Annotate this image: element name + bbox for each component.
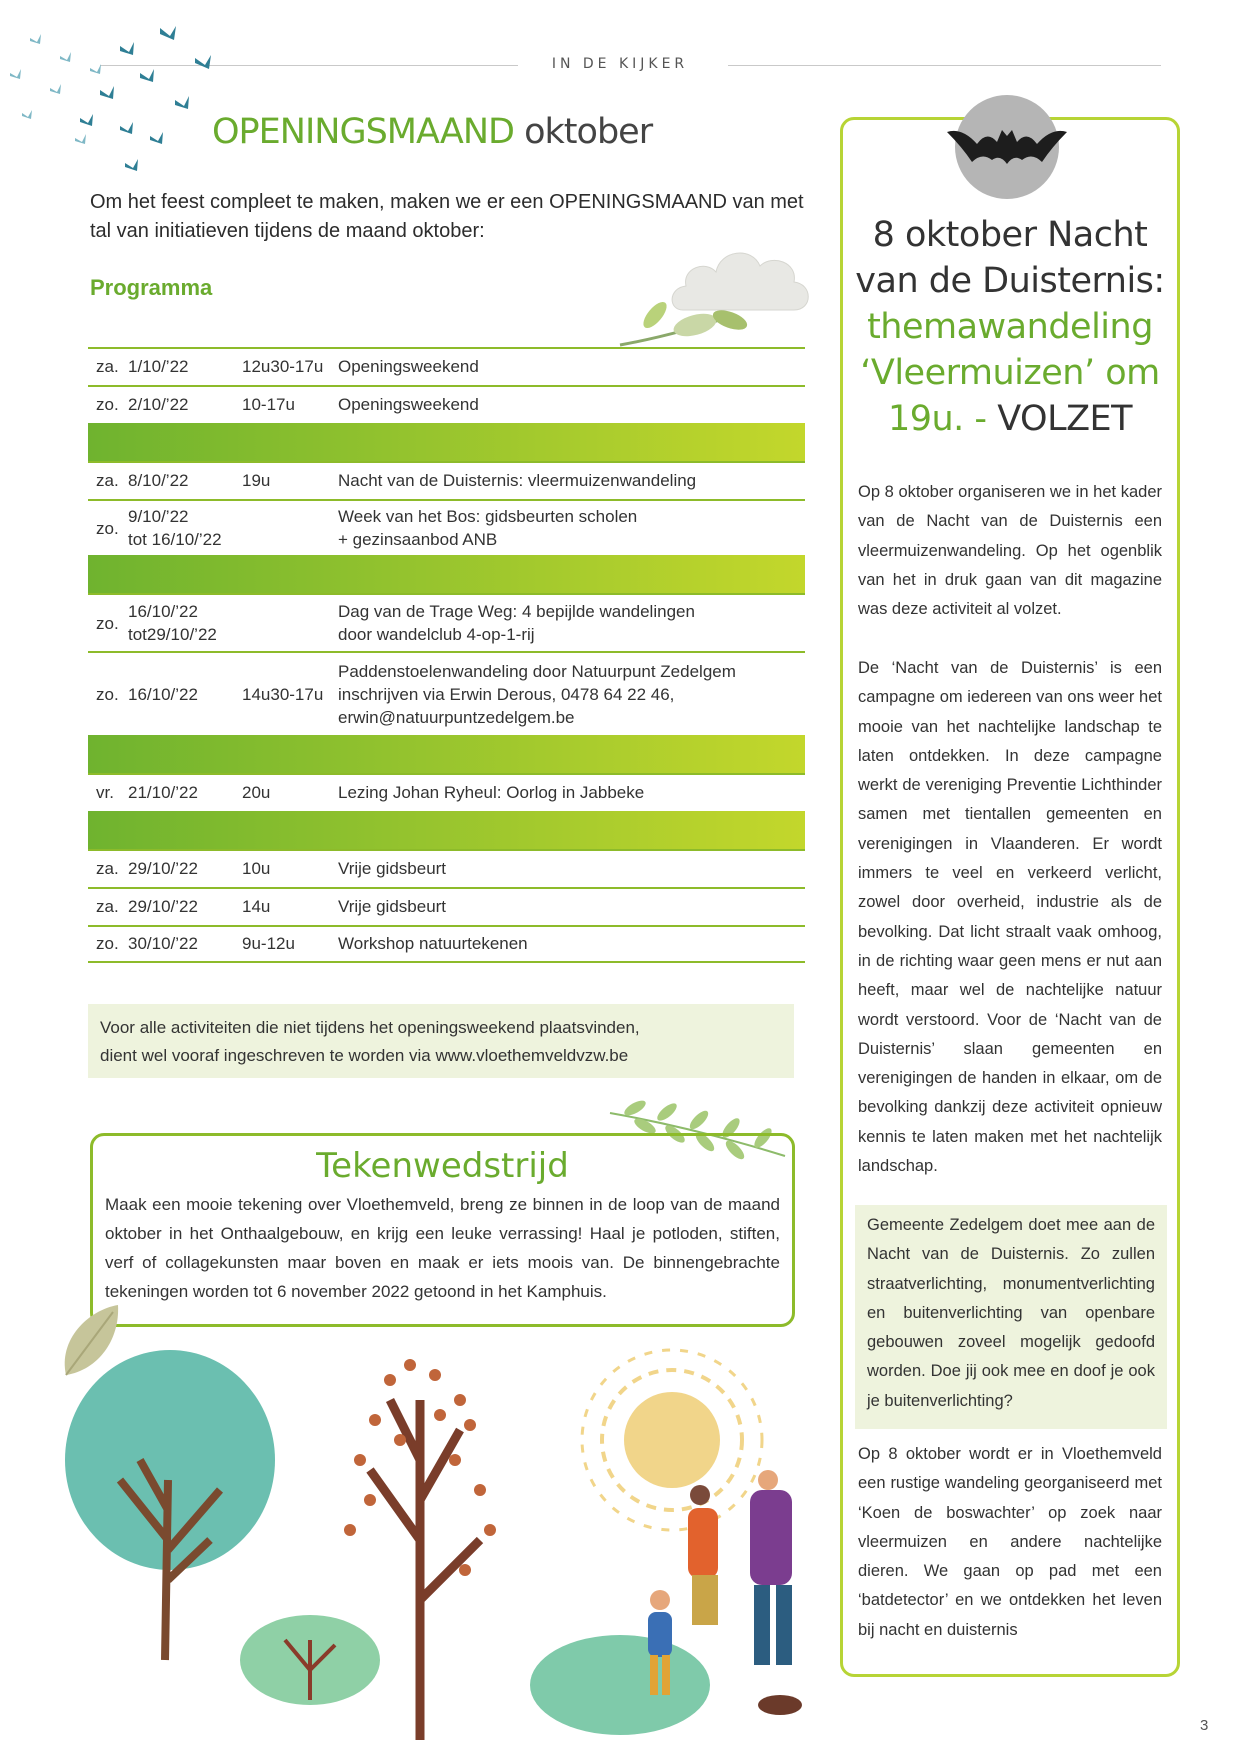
sidebar-title-line: themawandeling [867,307,1153,347]
branch-icon [615,295,750,355]
section-label: IN DE KIJKER [551,56,689,72]
row-time: 14u30-17u [242,684,324,704]
row-date-line: 16/10/’22 [128,602,198,621]
row-day: za. [96,859,119,878]
row-date: 30/10/’22 [128,934,198,953]
table-row [88,849,805,887]
separator-bar [88,555,805,593]
table-row [88,887,805,925]
row-time: 9u-12u [242,934,295,953]
row-activity: Vrije gidsbeurt [338,897,447,916]
sidebar-title-line: 8 oktober Nacht [872,215,1148,255]
row-date: 21/10/’22 [128,783,198,802]
row-date [128,600,242,646]
sidebar-title-line: ‘Vleermuizen’ om [860,353,1160,393]
title-dark: oktober [524,112,653,152]
row-date-line: tot 16/10/’22 [128,530,222,549]
page-number: 3 [1200,1717,1209,1734]
table-row [88,651,805,735]
page-title [212,112,652,152]
separator-bar [88,811,805,849]
row-activity: Lezing Johan Ryheul: Oorlog in Jabbeke [338,783,645,802]
birds-flock-icon [0,18,230,188]
row-day: vr. [96,783,114,802]
row-activity [338,505,805,551]
row-activity: Workshop natuurtekenen [338,934,528,953]
row-activity [338,660,805,729]
row-date: 16/10/’22 [128,684,198,704]
row-activity: Vrije gidsbeurt [338,859,447,878]
row-day: zo. [96,684,119,704]
row-activity: Nacht van de Duisternis: vleermuizenwandeling [338,471,697,490]
row-day: zo. [96,613,119,633]
row-time: 20u [242,783,271,802]
sidebar-paragraph: De ‘Nacht van de Duisternis’ is een campagne om iedereen van ons weer het mooie van het nachtelijke landschap te laten ontdekken. In deze campagne werkt de vereniging Preventie Lichthinder samen met tientallen gemeenten en verenigingen in Vlaanderen. Er wordt immers te veel en verkeerd verlicht, zowel door overheid, industrie als de bevolking. Dat licht straalt vaak omhoog, in de richting waar geen mens er nut aan heeft, maar wel de nachtelijke natuur wordt verstoord. Voor de ‘Nacht van de Duisternis’ slaan gemeenten en verenigingen de handen in elkaar, om de bevolking dankzij deze activiteit opnieuw kennis te laten maken met het nachtelijk landschap. [858,659,1162,1176]
row-date [128,505,242,551]
row-activity [338,600,805,646]
separator-bar [88,735,805,773]
table-row [88,925,805,963]
row-date: 29/10/’22 [128,897,198,916]
row-day: zo. [96,395,119,414]
tekenwedstrijd-text: Maak een mooie tekening over Vloethemveld, breng ze binnen in de loop van de maand oktober in het Onthaalgebouw, en krijg een leuke verrassing! Haal je potloden, stiften, verf of collagekunsten maar boven en maak er iets moois van. De binnengebrachte tekeningen worden tot 6 november 2022 getoond in het Kamphuis. [105,1195,780,1301]
registration-note [88,1004,794,1078]
sidebar-title-time: 19u. - [887,399,987,439]
title-green: OPENINGSMAAND [212,112,514,152]
tekenwedstrijd-box [90,1133,795,1327]
programma-heading: Programma [90,275,213,300]
tekenwedstrijd-title: Tekenwedstrijd [316,1146,569,1186]
row-time: 10u [242,859,271,878]
row-time: 14u [242,897,271,916]
row-activity-line: Week van het Bos: gidsbeurten scholen [338,507,638,526]
note-line: Voor alle activiteiten die niet tijdens het openingsweekend plaatsvinden, [100,1018,640,1037]
table-row [88,499,805,555]
sidebar-paragraph: Op 8 oktober wordt er in Vloethemveld een rustige wandeling georganiseerd met ‘Koen de boswachter’ op zoek naar vleermuizen en andere nachtelijke dieren. We gaan op pad met een ‘batdetector’ en we ontdekken het leven bij nacht en duisternis [858,1445,1162,1639]
row-activity-line: Paddenstoelenwandeling door Natuurpunt Zedelgem [338,661,736,681]
row-date: 29/10/’22 [128,859,198,878]
row-day: za. [96,897,119,916]
sidebar-paragraph: Op 8 oktober organiseren we in het kader van de Nacht van de Duisternis een vleermuizenwandeling. Op het ogenblik van het in druk gaan van dit magazine was deze activiteit al volzet. [858,483,1162,619]
table-row [88,593,805,651]
row-date-line: 9/10/’22 [128,507,189,526]
table-row [88,461,805,499]
nature-illustration [60,1340,840,1750]
row-day: za. [96,357,119,376]
sidebar-title-status: VOLZET [986,399,1133,439]
row-activity-line: erwin@natuurpuntzedelgem.be [338,707,575,727]
row-activity-line: inschrijven via Erwin Derous, 0478 64 22 46, [338,684,675,704]
row-day: zo. [96,518,119,538]
row-date-line: tot29/10/’22 [128,625,217,644]
intro-text: Om het feest compleet te maken, maken we er een OPENINGSMAAND van met tal van initiatieven tijdens de maand oktober: [90,191,804,242]
sidebar-title [843,212,1177,442]
row-time: 10-17u [242,395,295,414]
row-date: 1/10/’22 [128,357,189,376]
table-row [88,385,805,423]
row-date: 8/10/’22 [128,471,189,490]
separator-bar [88,423,805,461]
row-time: 12u30-17u [242,357,324,376]
row-activity: Openingsweekend [338,357,479,376]
row-activity: Openingsweekend [338,395,479,414]
note-line: dient wel vooraf ingeschreven te worden via www.vloethemveldvzw.be [100,1046,629,1065]
bat-icon [942,92,1072,202]
row-day: zo. [96,934,119,953]
sidebar-highlight: Gemeente Zedelgem doet mee aan de Nacht van de Duisternis. Zo zullen straatverlichting, monumentverlichting en buitenverlichting van openbare gebouwen zoveel mogelijk gedoofd worden. Doe jij ook mee en doof je ook je buitenverlichting? [855,1205,1167,1429]
row-activity-line: door wandelclub 4-op-1-rij [338,625,535,644]
sidebar-title-line [843,396,1177,442]
table-row [88,347,805,385]
header-rule-right [728,65,1161,66]
row-date: 2/10/’22 [128,395,189,414]
row-time: 19u [242,471,271,490]
row-day: za. [96,471,119,490]
row-activity-line: + gezinsaanbod ANB [338,530,498,549]
table-row [88,773,805,811]
sidebar-title-line: van de Duisternis: [855,261,1165,301]
row-activity-line: Dag van de Trage Weg: 4 bepijlde wandelingen [338,602,695,621]
program-table [88,347,805,963]
